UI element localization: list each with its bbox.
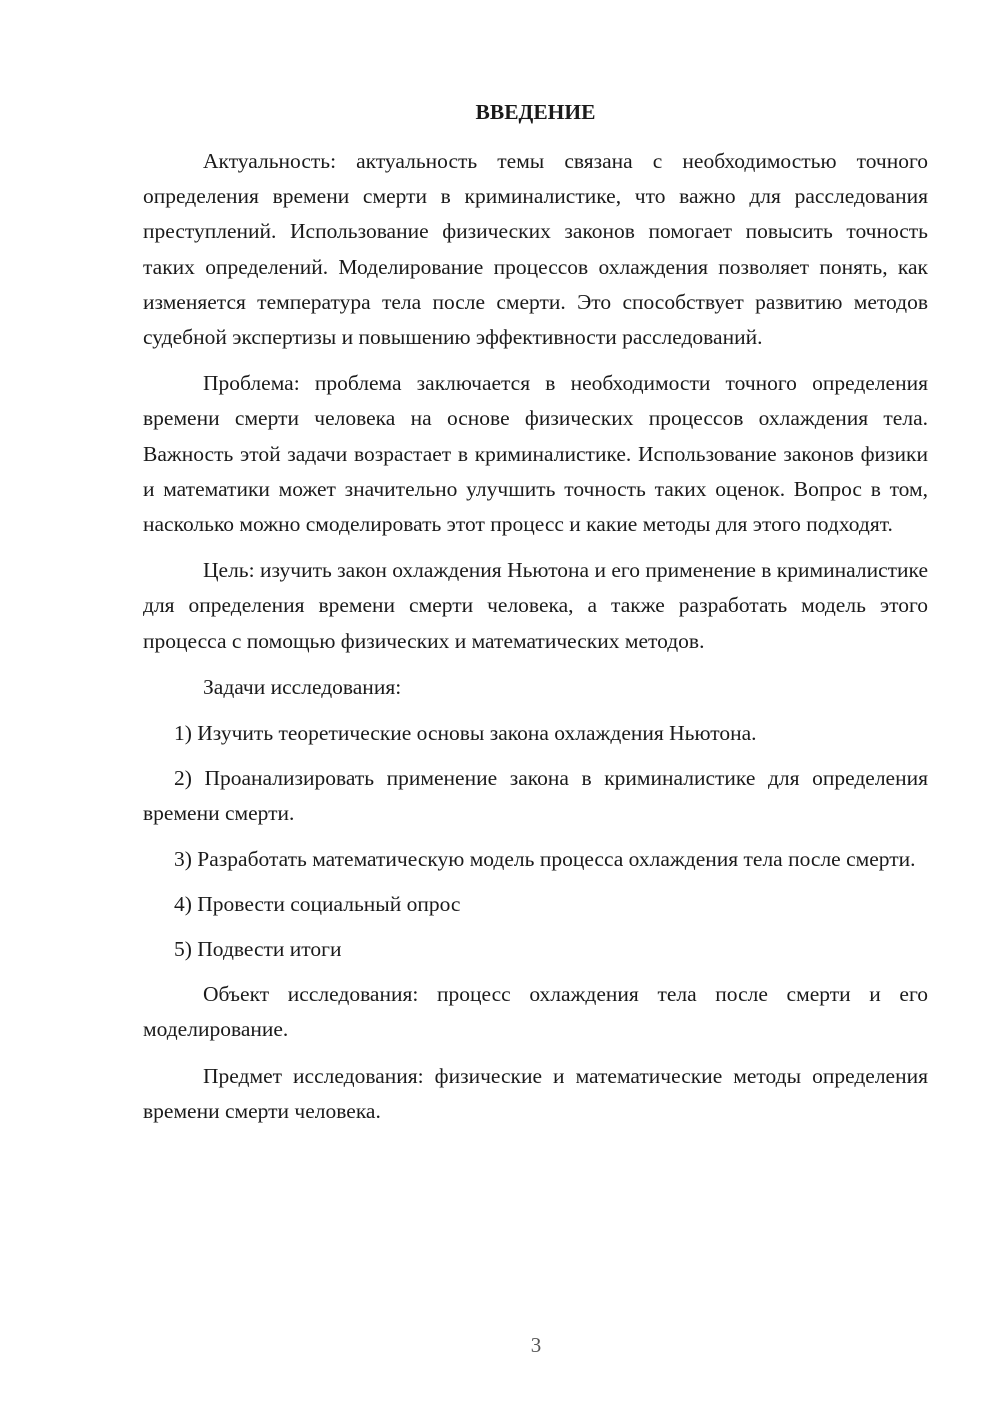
task-item-5: 5) Подвести итоги <box>174 937 342 962</box>
goal-paragraph: Цель: изучить закон охлаждения Ньютона и его применение в криминалистике для определения времени смерти человека, а также разработать модель этого процесса с помощью физических и математических методов. <box>143 558 928 653</box>
task-item-3: 3) Разработать математическую модель процесса охлаждения тела после смерти. <box>174 846 916 871</box>
task-item-1: 1) Изучить теоретические основы закона охлаждения Ньютона. <box>174 721 757 746</box>
page-number: 3 <box>530 1333 542 1357</box>
object-paragraph: Объект исследования: процесс охлаждения тела после смерти и его моделирование. <box>143 982 928 1042</box>
relevance-paragraph: Актуальность: актуальность темы связана с необходимостью точного определения времени смерти в криминалистике, что важно для расследования преступлений. Использование физических законов помогает повысить точность таких определений. Моделирование процессов охлаждения позволяет понять, как изменяется температура тела после смерти. Это способствует развитию методов судебной экспертизы и повышению эффективности расследований. <box>143 149 928 350</box>
tasks-title: Задачи исследования: <box>203 674 402 699</box>
page-content <box>143 96 928 1129</box>
task-item-2: 2) Проанализировать применение закона в криминалистике для определения времени смерти. <box>143 766 928 826</box>
task-item-4: 4) Провести социальный опрос <box>174 891 461 916</box>
section-heading: ВВЕДЕНИЕ <box>475 100 596 124</box>
problem-paragraph: Проблема: проблема заключается в необходимости точного определения времени смерти человека на основе физических процессов охлаждения тела. Важность этой задачи возрастает в криминалистике. Использование законов физики и математики может значительно улучшить точность таких оценок. Вопрос в том, насколько можно смоделировать этот процесс и какие методы для этого подходят. <box>143 371 928 537</box>
subject-paragraph: Предмет исследования: физические и математические методы определения времени смерти человека. <box>143 1063 928 1123</box>
